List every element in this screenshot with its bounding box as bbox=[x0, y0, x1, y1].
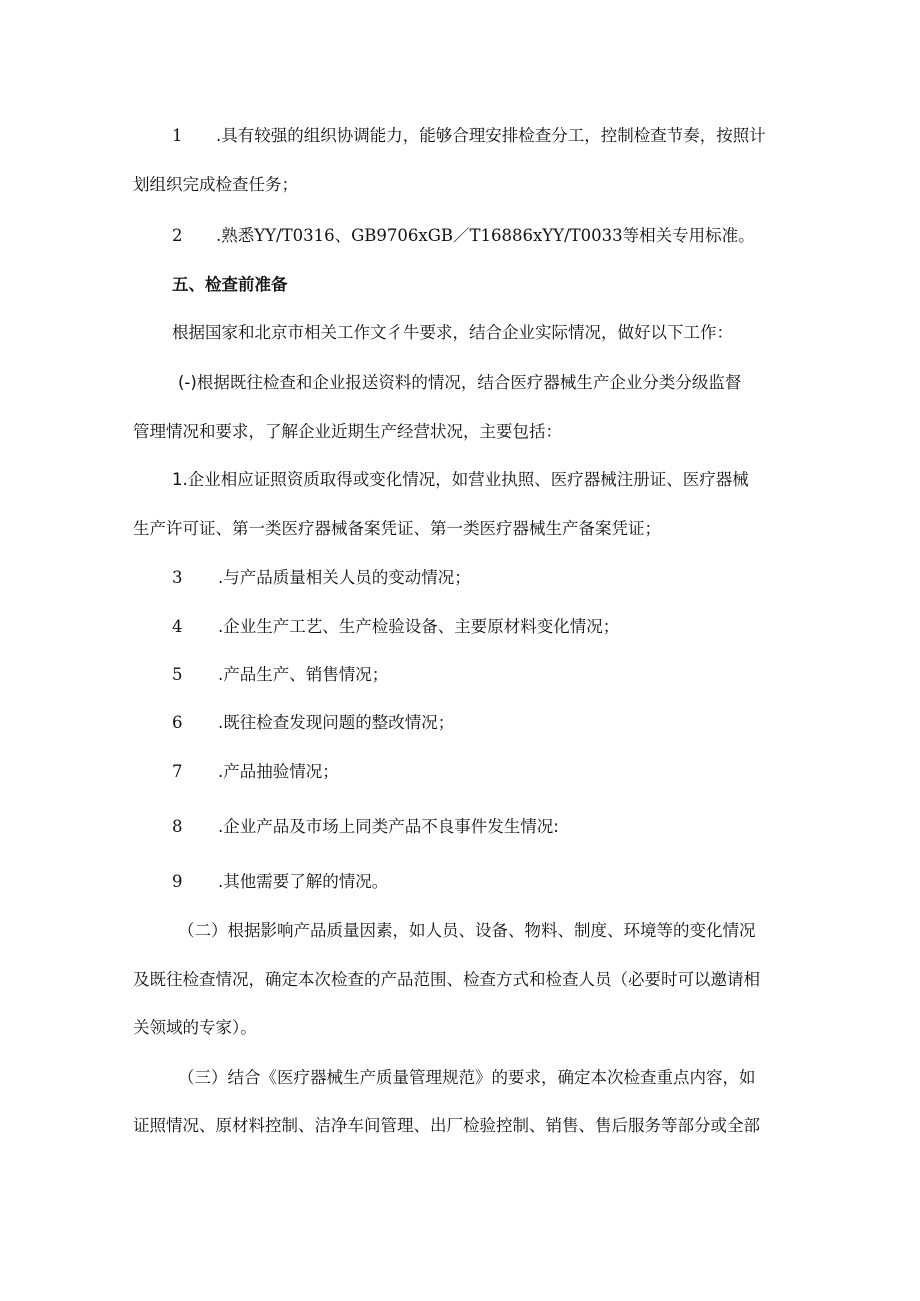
list-item bbox=[172, 870, 817, 894]
item-text: .企业产品及市场上同类产品不良事件发生情况: bbox=[218, 817, 559, 836]
list-item bbox=[172, 566, 817, 590]
item-text: .产品抽验情况； bbox=[218, 762, 339, 781]
subsection-2-line-2: 及既往检查情况，确定本次检查的产品范围、检查方式和检查人员（必要时可以邀请相 bbox=[133, 970, 760, 989]
item-number: 5 bbox=[172, 665, 183, 684]
item-number: 6 bbox=[172, 713, 183, 732]
item-number: 8 bbox=[172, 817, 183, 836]
paragraph-2 bbox=[172, 224, 817, 248]
item-number: 7 bbox=[172, 762, 183, 781]
item-number: 4 bbox=[172, 617, 183, 636]
intro-paragraph: 根据国家和北京市相关工作文彳牛要求，结合企业实际情况，做好以下工作： bbox=[172, 323, 733, 342]
paragraph-1-line-1 bbox=[172, 124, 817, 148]
paragraph-1-line-2: 划组织完成检查任务； bbox=[133, 175, 298, 194]
subsection-2-line-3: 关领域的专家）。 bbox=[133, 1018, 257, 1037]
list-item bbox=[172, 615, 817, 639]
item-text: .产品生产、销售情况； bbox=[218, 665, 389, 684]
item-text: .熟悉YY/T0316、GB9706xGB／T16886xYY/T0033等相关专用标准。 bbox=[216, 226, 755, 245]
subsection-2-line-1: （二）根据影响产品质量因素，如人员、设备、物料、制度、环境等的变化情况 bbox=[178, 921, 756, 940]
list-item bbox=[172, 815, 817, 839]
item-number: 3 bbox=[172, 568, 183, 587]
subsection-3-line-1: （三）结合《医疗器械生产质量管理规范》的要求，确定本次检查重点内容，如 bbox=[178, 1068, 756, 1087]
list-item bbox=[172, 711, 817, 735]
item-text: .企业生产工艺、生产检验设备、主要原材料变化情况； bbox=[218, 617, 620, 636]
subsection-1-line-2: 管理情况和要求，了解企业近期生产经营状况，主要包括： bbox=[133, 422, 562, 441]
list-item bbox=[172, 663, 817, 687]
list-item bbox=[172, 760, 817, 784]
list-item-1-line-1: 1.企业相应证照资质取得或变化情况，如营业执照、医疗器械注册证、医疗器械 bbox=[172, 470, 749, 489]
subsection-1-line-1: (-)根据既往检查和企业报送资料的情况，结合医疗器械生产企业分类分级监督 bbox=[178, 373, 742, 392]
subsection-3-line-2: 证照情况、原材料控制、洁净车间管理、出厂检验控制、销售、售后服务等部分或全部 bbox=[133, 1116, 760, 1135]
item-text: .具有较强的组织协调能力，能够合理安排检查分工，控制检查节奏，按照计 bbox=[216, 126, 766, 145]
item-number: 9 bbox=[172, 872, 183, 891]
item-text: .其他需要了解的情况。 bbox=[218, 872, 389, 891]
item-number: 1 bbox=[172, 126, 183, 145]
list-item-1-line-2: 生产许可证、第一类医疗器械备案凭证、第一类医疗器械生产备案凭证； bbox=[133, 519, 661, 538]
item-text: .既往检查发现问题的整改情况； bbox=[218, 713, 455, 732]
item-text: .与产品质量相关人员的变动情况； bbox=[218, 568, 471, 587]
section-heading: 五、检查前准备 bbox=[172, 275, 288, 294]
item-number: 2 bbox=[172, 226, 183, 245]
